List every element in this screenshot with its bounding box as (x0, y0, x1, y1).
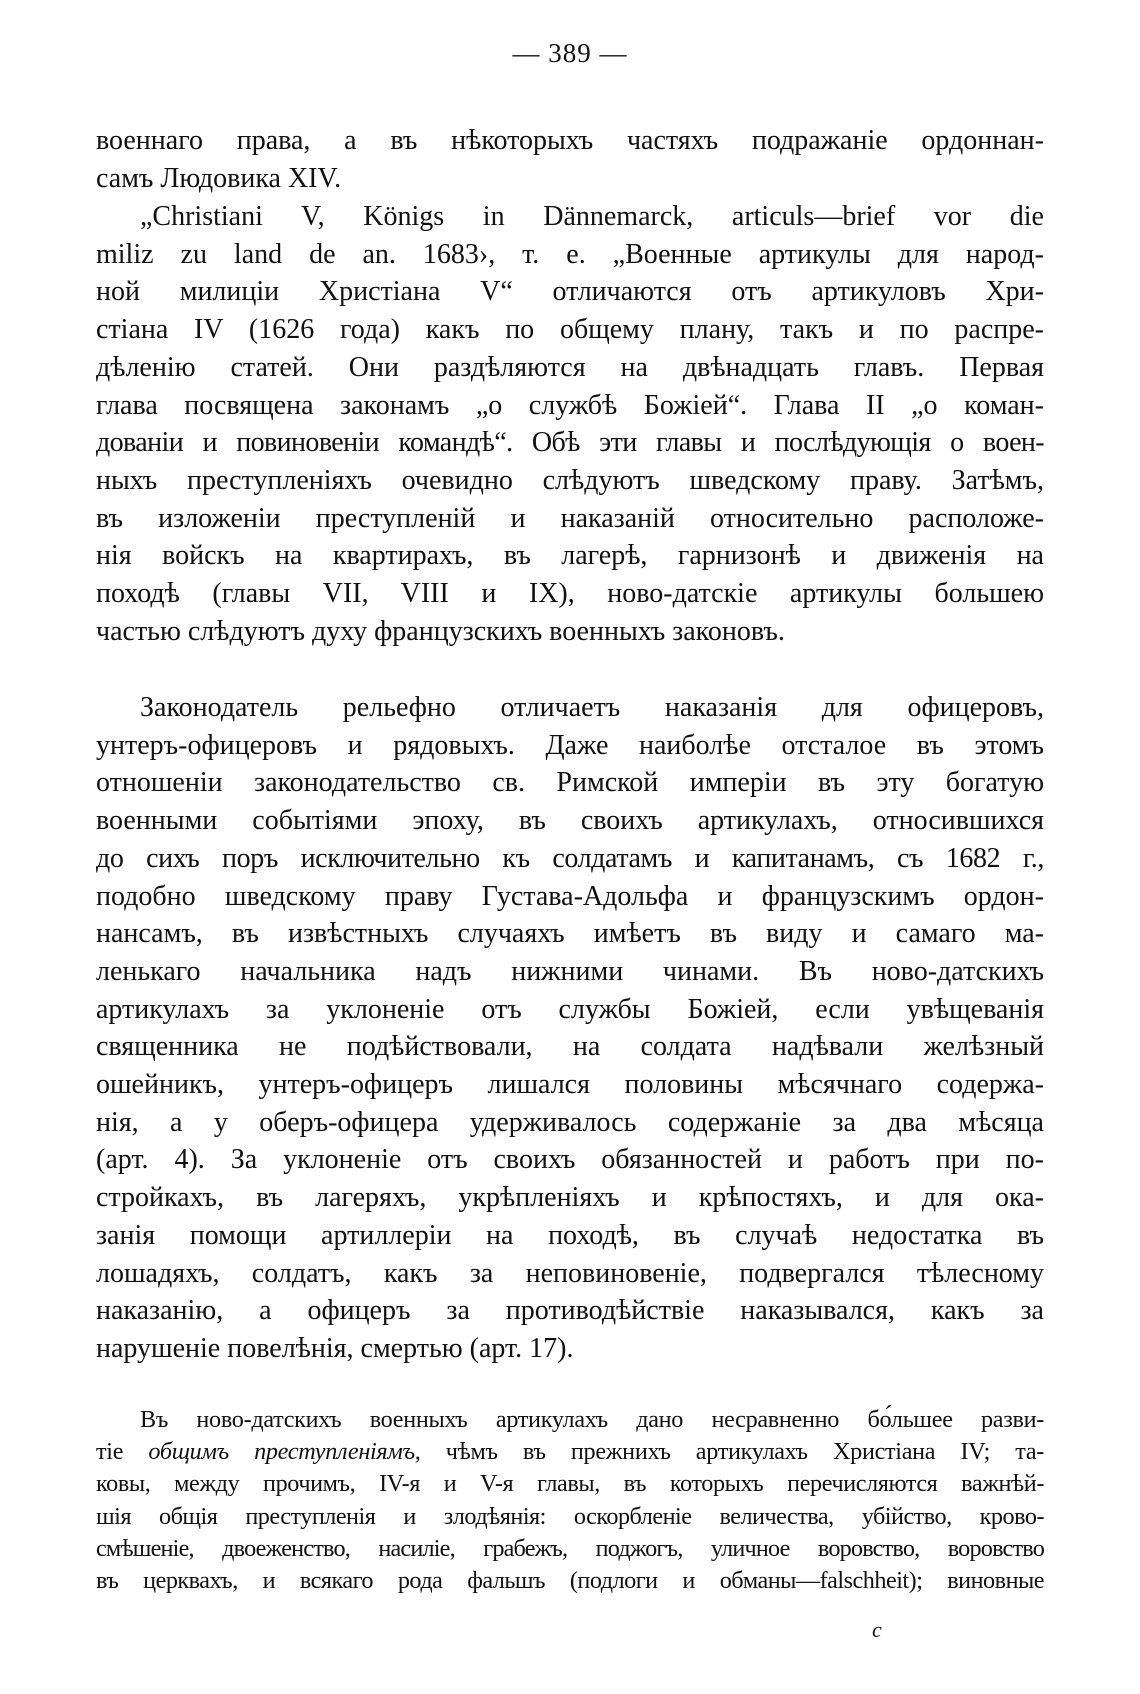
footnote-line (96, 1436, 1044, 1468)
text-line: ошейникъ, унтеръ-офицеръ лишался половины мѣсячнаго содержа- (96, 1069, 1044, 1101)
text-line: „Christiani V, Königs in Dännemarck, articuls—brief vor die (140, 201, 1044, 232)
text-line: стіана IV (1626 года) какъ по общему плану, такъ и по распре- (96, 314, 1044, 346)
paragraph-2 (96, 198, 1044, 650)
text-line: въ изложеніи преступленій и наказаній относительно расположе- (96, 502, 1044, 534)
text-line: отношеніи законодательство св. Римской имперіи въ эту богатую (96, 767, 1044, 799)
page-number: — 389 — (512, 38, 628, 68)
text-line: (арт. 4). За уклоненіе отъ своихъ обязанностей и работъ при по- (96, 1144, 1044, 1176)
footnote-line: въ церквахъ, и всякаго рода фальшъ (подлоги и обманы—falschheit); виновные (96, 1567, 1044, 1595)
text-line: дованіи и повиновеніи командѣ“. Обѣ эти главы и послѣдующія о воен- (96, 427, 1044, 459)
text-line: лошадяхъ, солдатъ, какъ за неповиновеніе, подвергался тѣлесному (96, 1257, 1044, 1289)
paragraph-1 (96, 122, 1044, 197)
text-line: наказанію, а офицеръ за противодѣйствіе наказывался, какъ за (96, 1295, 1044, 1327)
text-line: стройкахъ, въ лагеряхъ, укрѣпленіяхъ и крѣпостяхъ, и для ока- (96, 1182, 1044, 1214)
text-line: артикулахъ за уклоненіе отъ службы Божіей, если увѣщеванія (96, 993, 1044, 1025)
paragraph-3 (96, 689, 1044, 1368)
footnote-text: тіе (96, 1438, 149, 1466)
text-line: нарушеніе повелѣнія, смертью (арт. 17). (96, 1332, 574, 1364)
text-line: нансамъ, въ извѣстныхъ случаяхъ имѣетъ въ виду и самаго ма- (96, 918, 1044, 950)
text-line: глава посвящена законамъ „о службѣ Божіей“. Глава II „о коман- (96, 389, 1044, 421)
text-line: Законодатель рельефно отличаетъ наказанія для офицеровъ, (140, 692, 1044, 723)
text-line: самъ Людовика XIV. (96, 162, 342, 194)
text-line: военнаго права, а въ нѣкоторыхъ частяхъ подражаніе ордоннан- (96, 125, 1044, 156)
footnote-line: шія общія преступленія и злодѣянія: оскорбленіе величества, убійство, крово- (96, 1502, 1044, 1530)
footnote-line: Въ ново-датскихъ военныхъ артикулахъ дано несравненно бо́льшее разви- (140, 1406, 1044, 1433)
text-line: ныхъ преступленіяхъ очевидно слѣдуютъ шведскому праву. Затѣмъ, (96, 464, 1044, 496)
text-line: священника не подѣйствовали, на солдата надѣвали желѣзный (96, 1031, 1044, 1063)
footnote-line: смѣшеніе, двоеженство, насиліе, грабежъ, поджогъ, уличное воровство, воровство (96, 1534, 1044, 1562)
text-line: miliz zu land de an. 1683›, т. е. „Военные артикулы для народ- (96, 238, 1044, 270)
text-line: частью слѣдуютъ духу французскихъ военныхъ законовъ. (96, 615, 785, 647)
text-line: занія помощи артиллеріи на походѣ, въ случаѣ недостатка въ (96, 1219, 1044, 1251)
text-line: нія войскъ на квартирахъ, въ лагерѣ, гарнизонѣ и движенія на (96, 540, 1044, 572)
text-line: военными событіями эпоху, въ своихъ артикулахъ, относившихся (96, 805, 1044, 837)
text-line: унтеръ-офицеровъ и рядовыхъ. Даже наиболѣе отсталое въ этомъ (96, 729, 1044, 761)
text-line: походѣ (главы VII, VIII и IX), ново-датскіе артикулы большею (96, 578, 1044, 610)
text-line: дѣленію статей. Они раздѣляются на двѣнадцать главъ. Первая (96, 351, 1044, 383)
text-line: ной милиціи Христіана V“ отличаются отъ артикуловъ Хри- (96, 276, 1044, 308)
footnote-block (96, 1404, 1044, 1597)
text-line: подобно шведскому праву Густава-Адольфа и французскимъ ордон- (96, 880, 1044, 912)
footnote-text: чѣмъ въ прежнихъ артикулахъ Христіана IV; та- (420, 1438, 1045, 1466)
footnote-line: ковы, между прочимъ, IV-я и V-я главы, въ которыхъ перечисляются важнѣй- (96, 1470, 1044, 1498)
text-line: ленькаго начальника надъ нижними чинами. Въ ново-датскихъ (96, 955, 1044, 987)
text-line: до сихъ поръ исключительно къ солдатамъ и капитанамъ, съ 1682 г., (96, 842, 1044, 874)
text-line: нія, а у оберъ-офицера удерживалось содержаніе за два мѣсяца (96, 1106, 1044, 1138)
footnote-emphasis: общимъ преступленіямъ, (148, 1438, 421, 1466)
signature-mark: c (872, 1617, 882, 1642)
